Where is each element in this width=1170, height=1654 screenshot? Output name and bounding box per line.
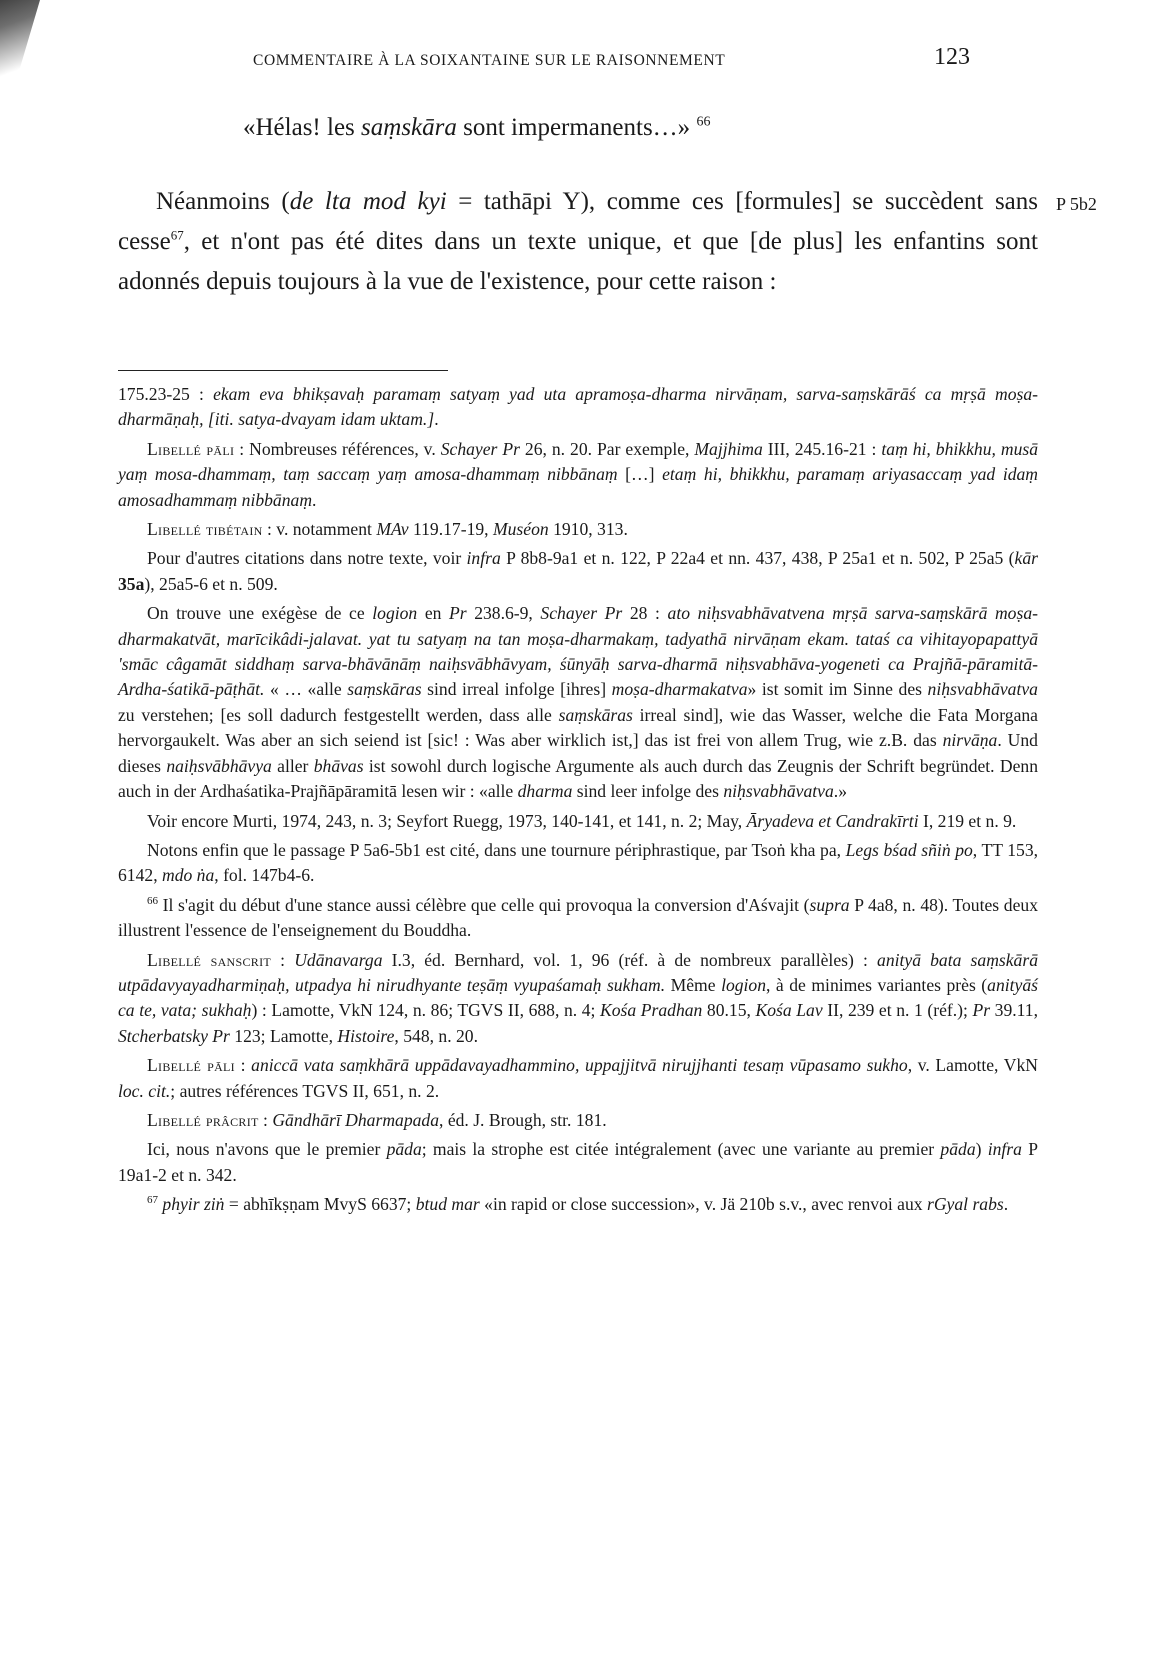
page-number: 123 [934,44,970,70]
main-paragraph: Néanmoins (de lta mod kyi = tathāpi Y), comme ces [formules] se succèdent sans cesse$^{67}$, et n'ont pas été dites dans un texte unique, et que [de plus] les enfantins sont adonnés depuis toujours à la vue de l'existence, pour cette raison : [118,188,1038,295]
note-pada: Ici, nous n'avons que le premier pāda; mais la strophe est citée intégralement (avec une variante au premier pāda) infra P 19a1-2 et n. 342. [118,1139,1038,1185]
note-prakrit: Libellé prâcrit : Gāndhārī Dharmapada, éd. J. Brough, str. 181. [147,1109,607,1130]
note-66: $^{66}$ Il s'agit du début d'une stance aussi célèbre que celle qui provoqua la conversion d'Aśvajit (supra P 4a8, n. 48). Toutes deux illustrent l'essence de l'enseignement du Bouddha. [118,894,1038,941]
footnote-separator [118,370,448,371]
scan-corner-mark [0,0,40,95]
margin-folio-reference: P 5b2 [1056,194,1097,214]
note-exegesis: On trouve une exégèse de ce logion en Pr 238.6-9, Schayer Pr 28 : ato niḥsvabhāvatvena mṛṣā sarva-saṃskārā moṣa-dharmakatvāt, marīcikâdi-jalavat. yat tu satyaṃ na tan moṣa-dharmakaṃ, tadyathā nirvāṇam ekam. tataś ca vihitayopapattyā 'smāc câgamāt siddhaṃ sarva-bhāvānāṃ naiḥsvābhāvyam, śūnyāḥ sarva-dharmā niḥsvabhāva-yogeneti ca Prajñā-pāramitā-Ardha-śatikā-pāṭhāt. « … «alle saṃskāras sind irreal infolge [ihres] moṣa-dharmakatva» ist somit im Sinne des niḥsvabhāvatva zu verstehen; [es soll dadurch festgestellt werden, dass alle saṃskāras irreal sind], wie das Wasser, welche die Fata Morgana hervorgaukelt. Was aber an sich seiend ist [sic! : Was aber wirklich ist,] das ist frei von allem Trug, wie z.B. das nirvāṇa. Und dieses naiḥsvābhāvya aller bhāvas ist sowohl durch logische Argumente als auch durch das Zeugnis der Schrift begründet. Denn auch in der Ardhaśatika-Prajñāpāramitā lesen wir : «alle dharma sind leer infolge des niḥsvabhāvatva.» [118,603,1038,802]
note-pali-1: Libellé pāli : Nombreuses références, v. Schayer Pr 26, n. 20. Par exemple, Majjhima III, 245.16-21 : taṃ hi, bhikkhu, musā yaṃ mosa-dhammaṃ, taṃ saccaṃ yaṃ amosa-dhammaṃ nibbānaṃ […] etaṃ hi, bhikkhu, paramaṃ ariyasaccaṃ yad idaṃ amosadhammaṃ nibbānaṃ. [118,438,1039,510]
footnote-ref-67[interactable]: 67 [170,227,184,243]
footnote-ref-66[interactable]: 66 [696,114,711,130]
footnotes [118,382,1038,1222]
note-175: 175.23-25 : ekam eva bhikṣavaḥ paramaṃ satyaṃ yad uta apramoṣa-dharma nirvāṇam, sarva-saṃskārāś ca mṛṣā moṣa-dharmāṇaḥ, [iti. satya-dvayam idam uktam.]. [118,384,1038,430]
running-title: COMMENTAIRE À LA SOIXANTAINE SUR LE RAISONNEMENT [253,52,726,69]
note-sanskrit: Libellé sanscrit : Udānavarga I.3, éd. Bernhard, vol. 1, 96 (réf. à de nombreux parallèles) : anityā bata saṃskārā utpādavyayadharmiṇaḥ, utpadya hi nirudhyante teṣāṃ vyupaśamaḥ sukham. Même logion, à de minimes variantes près (anityāś ca te, vata; sukhaḥ) : Lamotte, VkN 124, n. 86; TGVS II, 688, n. 4; Kośa Pradhan 80.15, Kośa Lav II, 239 et n. 1 (réf.); Pr 39.11, Stcherbatsky Pr 123; Lamotte, Histoire, 548, n. 20. [118,949,1038,1046]
note-67: $^{67}$ phyir ziṅ = abhīkṣṇam MvyS 6637; btud mar «in rapid or close succession», v. Jä 210b s.v., avec renvoi aux rGyal rabs. [147,1194,1009,1215]
term-samskara: saṃskāra [361,114,457,141]
quoted-verse: «Hélas! les saṃskāra sont impermanents…» $^{66}$ [243,114,711,141]
note-pali-2: Libellé pāli : aniccā vata saṃkhārā uppādavayadhammino, uppajjitvā nirujjhanti tesaṃ vūpasamo sukho, v. Lamotte, VkN loc. cit.; autres références TGVS II, 651, n. 2. [118,1055,1038,1101]
note-tsong-kha-pa: Notons enfin que le passage P 5a6-5b1 est cité, dans une tournure périphrastique, par Tsoṅ kha pa, Legs bśad sñiṅ po, TT 153, 6142, mdo ṅa, fol. 147b4-6. [118,839,1039,886]
note-tibetan: Libellé tibétain : v. notamment MAv 119.17-19, Muséon 1910, 313. [147,519,628,540]
note-other-citations: Pour d'autres citations dans notre texte, voir infra P 8b8-9a1 et n. 122, P 22a4 et nn. 437, 438, P 25a1 et n. 502, P 25a5 (kār 35a), 25a5-6 et n. 509. [118,548,1038,594]
note-see-also: Voir encore Murti, 1974, 243, n. 3; Seyfort Ruegg, 1973, 140-141, et 141, n. 2; May, Āryadeva et Candrakīrti I, 219 et n. 9. [147,810,1017,831]
